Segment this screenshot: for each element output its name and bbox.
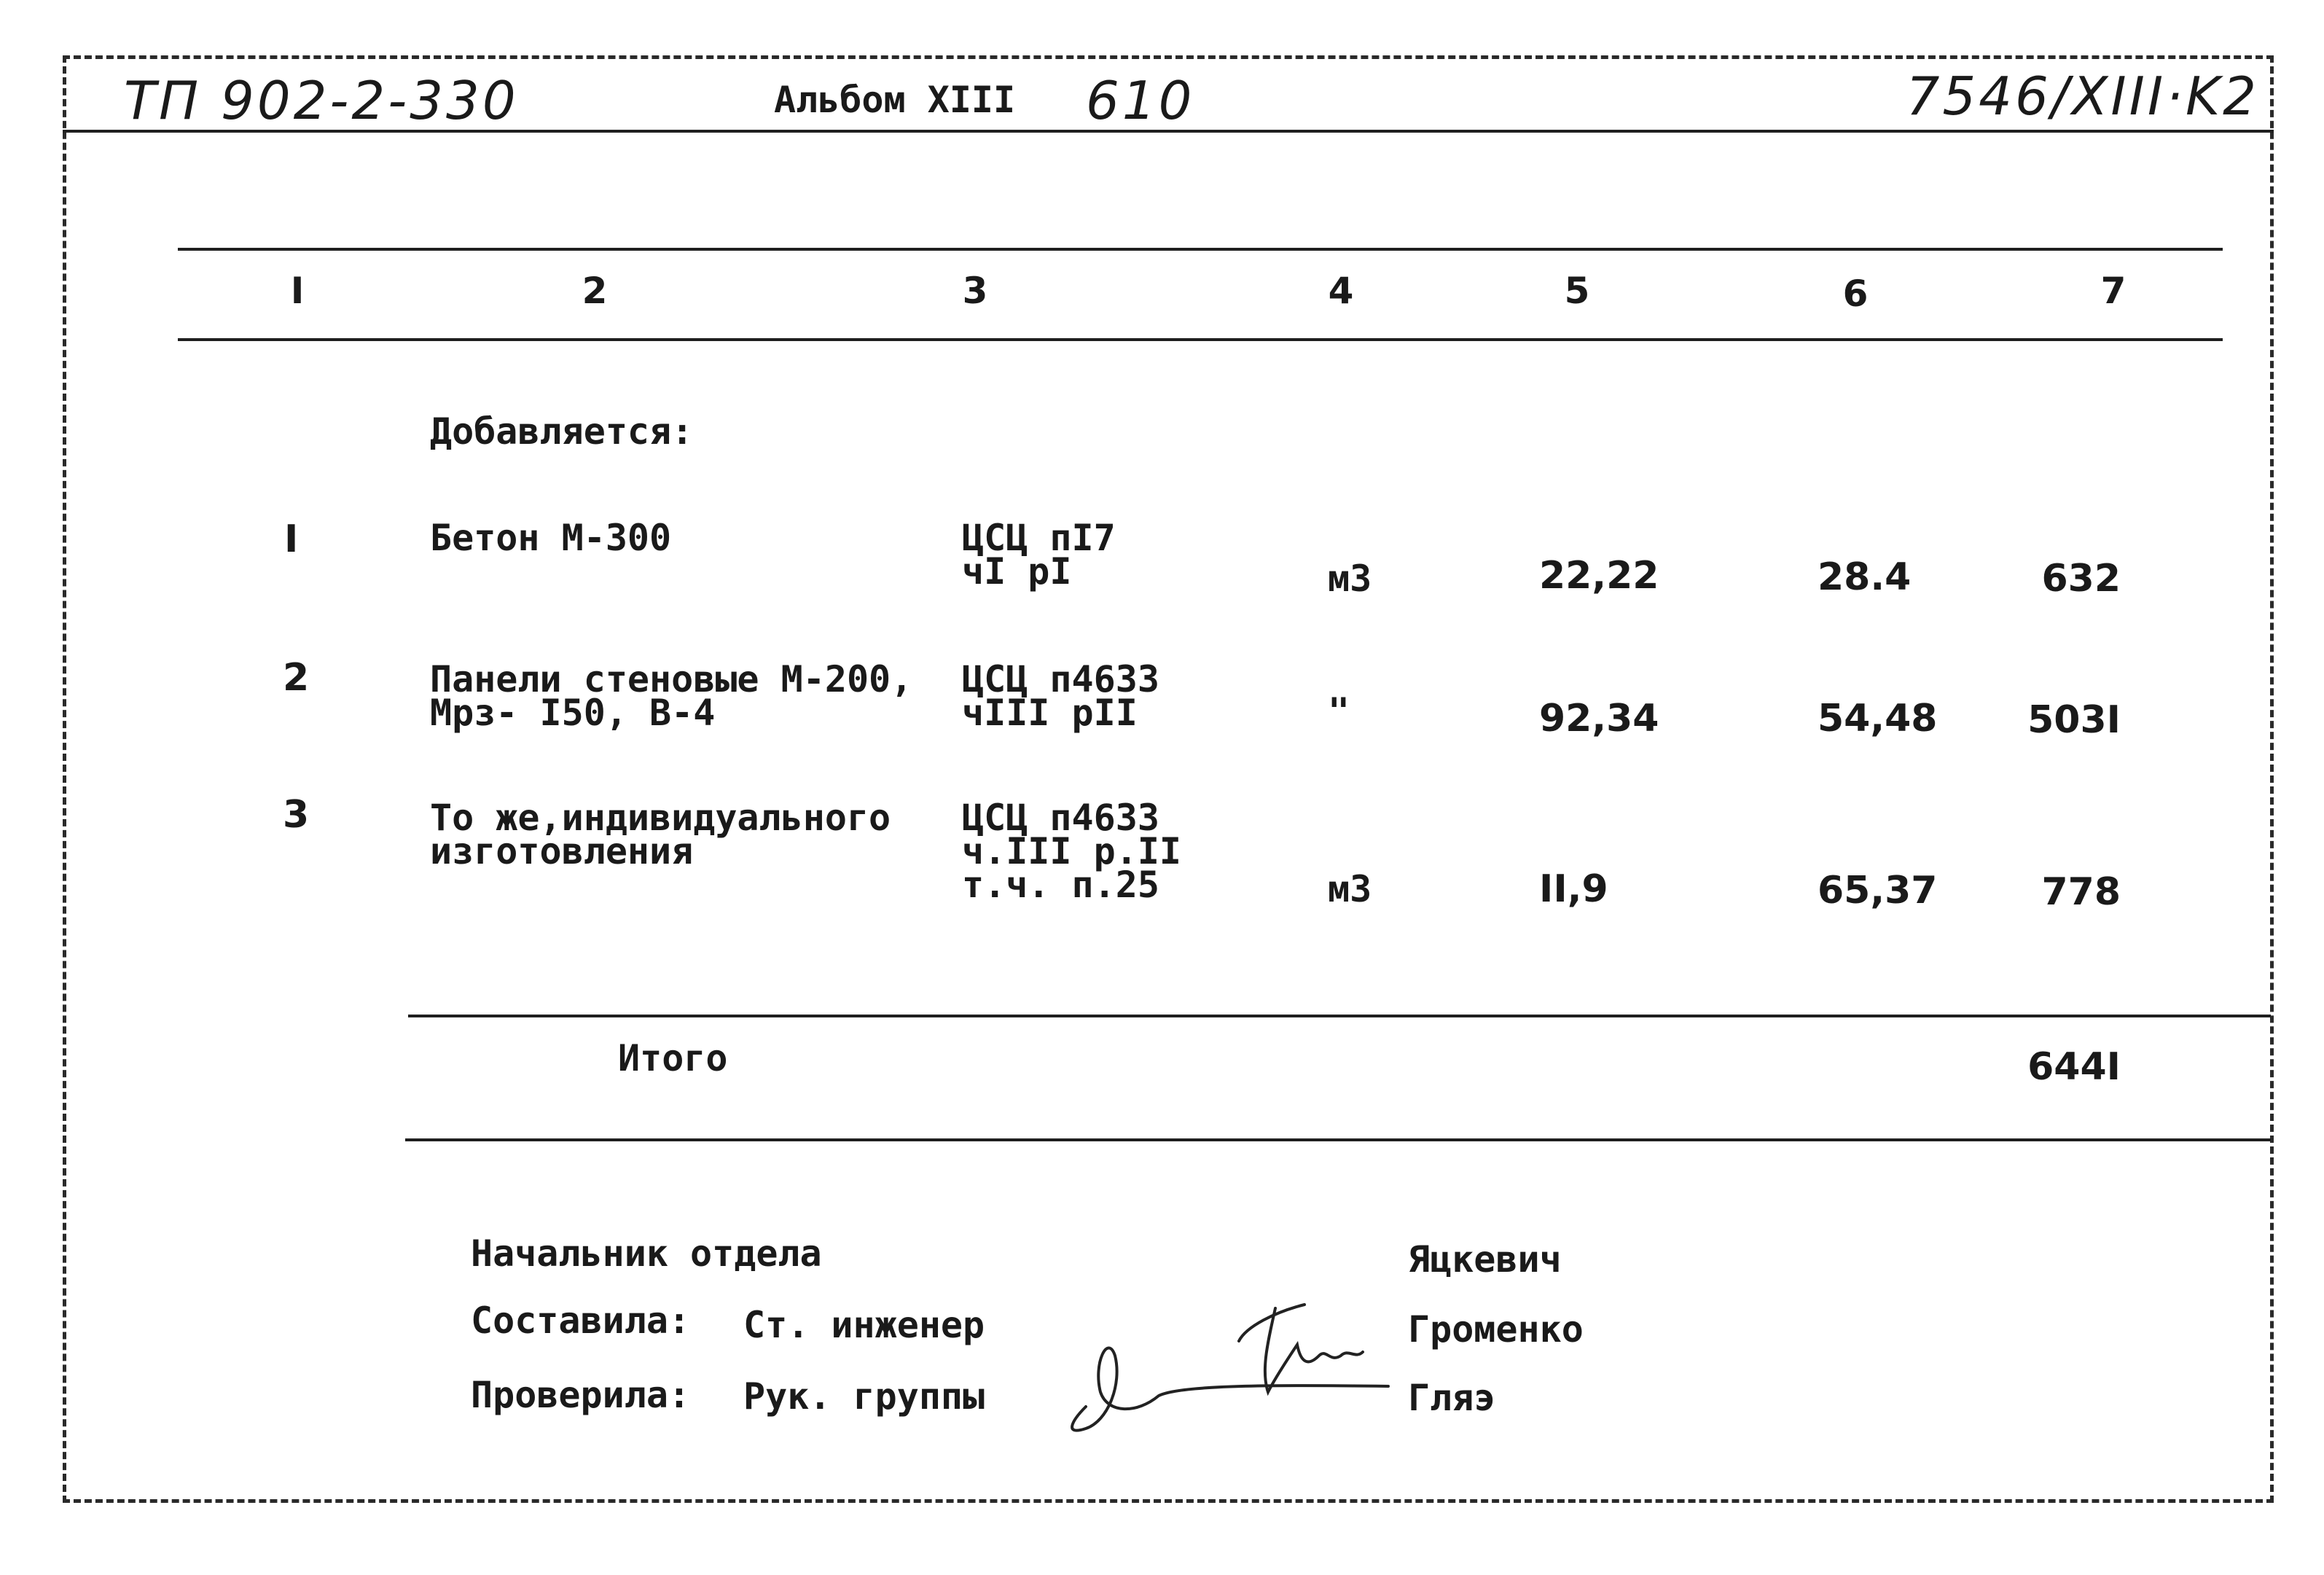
album-label: Альбом XIII: [774, 79, 1016, 121]
row-1-reference-line-2: чI рI: [962, 550, 1072, 593]
row-3-number: 3: [283, 793, 310, 837]
archive-code: 7546/XIII·K2: [1906, 66, 2259, 127]
signature-name-1: Яцкевич: [1408, 1238, 1562, 1281]
row-2-number: 2: [283, 656, 310, 700]
handwritten-signature: [1057, 1275, 1406, 1443]
signature-position-2: Ст. инженер: [743, 1304, 985, 1346]
row-1-quantity: 22,22: [1539, 554, 1659, 598]
row-1-price: 28.4: [1818, 555, 1912, 599]
total-label: Итого: [618, 1037, 728, 1079]
column-header-4: 4: [1328, 270, 1354, 312]
row-1-number: I: [284, 517, 299, 561]
column-header-5: 5: [1564, 270, 1590, 312]
row-1-name-line-1: Бетон М-300: [430, 517, 672, 559]
signature-name-3: Гляэ: [1408, 1377, 1496, 1419]
row-2-reference-line-2: чIII рII: [962, 692, 1138, 734]
project-code: ТП 902-2-330: [124, 70, 519, 131]
signature-role-1: Начальник отдела: [471, 1232, 822, 1275]
table-top-rule: [178, 248, 2223, 251]
column-header-2: 2: [582, 270, 608, 312]
row-3-reference-line-3: т.ч. п.25: [962, 864, 1159, 906]
signature-role-2: Составила:: [471, 1300, 691, 1342]
row-2-quantity: 92,34: [1539, 697, 1659, 740]
total-value: 644I: [2027, 1045, 2121, 1089]
section-label: Добавляется:: [430, 410, 694, 453]
row-2-total: 503I: [2027, 698, 2121, 742]
column-header-3: 3: [962, 270, 988, 312]
total-bottom-rule: [405, 1138, 2271, 1141]
row-3-quantity: II,9: [1539, 867, 1608, 911]
column-header-7: 7: [2100, 270, 2127, 312]
row-3-total: 778: [2041, 870, 2121, 914]
column-header-6: 6: [1842, 273, 1869, 315]
signature-role-3: Проверила:: [471, 1374, 691, 1416]
row-1-reference-line-1: ЦСЦ пI7: [962, 517, 1116, 559]
signature-position-3: Рук. группы: [743, 1375, 985, 1418]
column-header-1: I: [290, 270, 305, 312]
row-2-unit: ": [1328, 690, 1350, 732]
row-2-name-line-2: Мрз- I50, В-4: [430, 692, 716, 734]
row-3-reference-line-1: ЦСЦ п4633: [962, 797, 1159, 839]
sheet-number: 610: [1086, 70, 1195, 131]
row-3-price: 65,37: [1818, 869, 1938, 912]
row-2-price: 54,48: [1818, 697, 1938, 740]
total-top-rule: [408, 1015, 2271, 1017]
table-header-rule: [178, 338, 2223, 341]
signature-name-2: Громенко: [1408, 1308, 1584, 1351]
row-1-unit: м3: [1328, 558, 1372, 600]
row-2-reference-line-1: ЦСЦ п4633: [962, 658, 1159, 700]
row-3-name-line-2: изготовления: [430, 830, 694, 872]
row-2-name-line-1: Панели стеновые М-200,: [430, 658, 913, 700]
row-3-unit: м3: [1328, 868, 1372, 910]
row-1-total: 632: [2041, 557, 2121, 601]
row-3-name-line-1: То же,индивидуального: [430, 797, 891, 839]
row-3-reference-line-2: ч.III р.II: [962, 830, 1182, 872]
